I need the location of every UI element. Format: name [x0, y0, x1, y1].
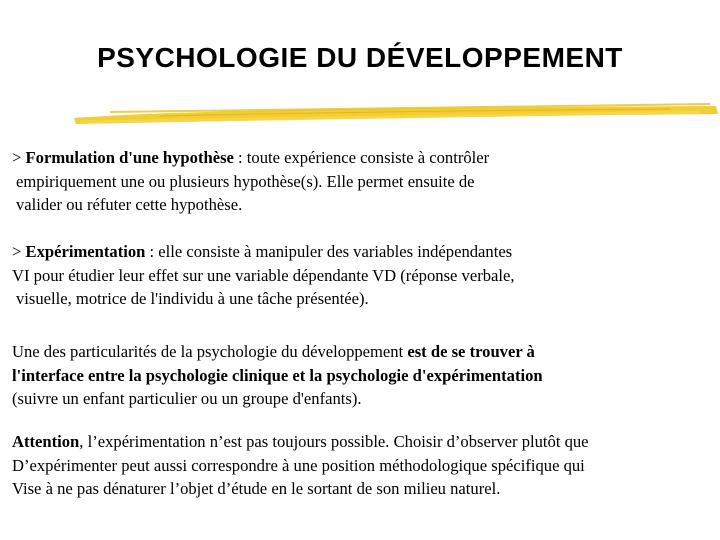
bullet-marker: >	[12, 242, 26, 261]
text-line: (suivre un enfant particulier ou un groupe d'enfants).	[12, 389, 362, 408]
paragraph-experimentation	[12, 240, 515, 311]
paragraph-hypothesis	[12, 146, 489, 217]
bold-text: l'interface entre la psychologie clinique et la psychologie d'expérimentation	[12, 365, 543, 385]
bullet-marker: >	[12, 148, 26, 167]
bold-text: est de se trouver à	[407, 342, 535, 361]
text-line: Une des particularités de la psychologie du développement	[12, 342, 408, 361]
slide-title: PSYCHOLOGIE DU DÉVELOPPEMENT	[97, 42, 623, 73]
text-line: Vise à ne pas dénaturer l’objet d’étude en le sortant de son milieu naturel.	[12, 479, 501, 498]
title-highlight-stroke	[70, 98, 720, 128]
text-line: : toute expérience consiste à contrôler	[233, 148, 490, 167]
text-line: VI pour étudier leur effet sur une variable dépendante VD (réponse verbale,	[12, 265, 515, 285]
text-line: visuelle, motrice de l'individu à une tâche présentée).	[16, 289, 369, 308]
paragraph-attention	[12, 430, 589, 501]
text-line: , l’expérimentation n’est pas toujours possible. Choisir d’observer plutôt que	[79, 432, 589, 451]
text-line: valider ou réfuter cette hypothèse.	[16, 195, 243, 214]
text-line: D’expérimenter peut aussi correspondre à une position méthodologique spécifique qui	[12, 455, 585, 475]
text-line: empiriquement une ou plusieurs hypothèse(s). Elle permet ensuite de	[16, 171, 475, 191]
paragraph-particularity	[12, 340, 543, 411]
text-line: : elle consiste à manipuler des variables indépendantes	[145, 242, 513, 261]
term-hypothesis: Formulation d'une hypothèse	[25, 148, 234, 167]
term-experimentation: Expérimentation	[25, 242, 146, 261]
term-attention: Attention	[12, 432, 80, 451]
